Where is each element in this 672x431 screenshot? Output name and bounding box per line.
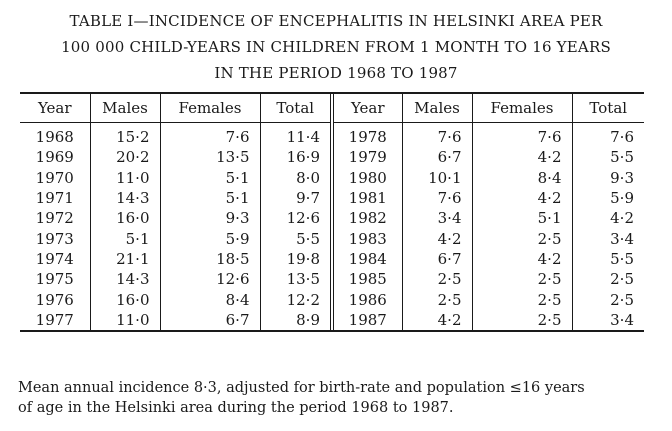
table-cell: 4·2: [402, 228, 472, 248]
footnote-line-2: of age in the Helsinki area during the period 1968 to 1987.: [18, 400, 454, 416]
table-cell: 1984: [332, 249, 402, 269]
incidence-table-wrapper: [20, 92, 644, 332]
table-cell: 1973: [20, 228, 90, 248]
table-cell: 1975: [20, 269, 90, 289]
table-cell: 11·0: [90, 168, 160, 188]
table-cell: 21·1: [90, 249, 160, 269]
table-cell: 6·7: [402, 147, 472, 167]
table-cell: 5·5: [610, 148, 634, 167]
table-cell: 2·5: [402, 269, 472, 289]
table-cell: 16·9: [260, 147, 332, 167]
table-row: [20, 289, 644, 309]
table-cell: 1971: [20, 188, 90, 208]
table-cell: 11·0: [90, 310, 160, 330]
table-cell: 4·2: [610, 209, 634, 228]
table-cell: 5·1: [90, 228, 160, 248]
table-row: [20, 208, 644, 228]
table-row: [20, 188, 644, 208]
table-cell: 3·4: [402, 208, 472, 228]
table-cell: 1986: [332, 289, 402, 309]
table-row: [20, 310, 644, 330]
table-row: [20, 123, 644, 148]
table-cell: 7·6: [472, 123, 572, 148]
table-cell: 3·4: [610, 229, 634, 248]
table-cell: 5·5: [260, 228, 332, 248]
table-cell: 1969: [20, 147, 90, 167]
table-cell: 4·2: [472, 147, 572, 167]
table-cell: 2·5: [472, 269, 572, 289]
table-cell: 1974: [20, 249, 90, 269]
table-cell: 14·3: [90, 269, 160, 289]
table-cell: 4·2: [402, 310, 472, 330]
table-cell: 13·5: [260, 269, 332, 289]
table-cell: 16·0: [90, 208, 160, 228]
table-cell: 5·1: [160, 188, 260, 208]
table-title-line-1: TABLE I—INCIDENCE OF ENCEPHALITIS IN HELSINKI AREA PER: [69, 12, 603, 30]
table-cell: 14·3: [90, 188, 160, 208]
footnote-line-1: Mean annual incidence 8·3, adjusted for birth-rate and population ≤16 years: [18, 380, 585, 396]
column-header: Total: [572, 94, 644, 123]
table-cell: 5·9: [160, 228, 260, 248]
table-cell: 8·4: [472, 168, 572, 188]
column-header: Females: [160, 94, 260, 123]
table-cell: 12·6: [260, 208, 332, 228]
table-body: [20, 123, 644, 330]
column-header: Total: [260, 94, 332, 123]
table-cell: 1978: [332, 123, 402, 148]
table-header-row: [20, 94, 644, 123]
table-cell: 16·0: [90, 289, 160, 309]
table-cell: 10·1: [402, 168, 472, 188]
table-title-line-3: IN THE PERIOD 1968 TO 1987: [214, 64, 458, 82]
table-cell: 12·6: [160, 269, 260, 289]
table-cell: 2·5: [610, 290, 634, 309]
table-row: [20, 228, 644, 248]
table-cell: 1979: [332, 147, 402, 167]
table-cell: 11·4: [260, 123, 332, 148]
table-row: [20, 147, 644, 167]
incidence-table: [20, 94, 644, 330]
table-cell: 8·4: [160, 289, 260, 309]
table-row: [20, 249, 644, 269]
table-cell: 6·7: [402, 249, 472, 269]
table-cell: 1987: [332, 310, 402, 330]
table-cell: 8·9: [260, 310, 332, 330]
table-row: [20, 269, 644, 289]
table-cell: 7·6: [160, 123, 260, 148]
table-cell: 5·9: [610, 189, 634, 208]
table-cell: 18·5: [160, 249, 260, 269]
table-cell: 1985: [332, 269, 402, 289]
table-cell: 1982: [332, 208, 402, 228]
table-cell: 1983: [332, 228, 402, 248]
table-cell: 7·6: [402, 123, 472, 148]
table-cell: 5·1: [472, 208, 572, 228]
table-cell: 6·7: [160, 310, 260, 330]
column-header: Year: [20, 94, 90, 123]
table-cell: 1968: [20, 123, 90, 148]
table-cell: 20·2: [90, 147, 160, 167]
table-cell: 4·2: [472, 249, 572, 269]
table-cell: 5·1: [160, 168, 260, 188]
table-cell: 9·3: [160, 208, 260, 228]
table-cell: 7·6: [610, 128, 634, 147]
table-bottom-rule: [20, 330, 644, 332]
table-row: [20, 168, 644, 188]
table-title-line-2: 100 000 CHILD-YEARS IN CHILDREN FROM 1 MONTH TO 16 YEARS: [61, 38, 611, 56]
table-cell: 1981: [332, 188, 402, 208]
table-cell: 3·4: [610, 310, 634, 329]
table-cell: 1977: [20, 310, 90, 330]
table-cell: 2·5: [610, 270, 634, 289]
table-cell: 2·5: [472, 289, 572, 309]
table-cell: 8·0: [260, 168, 332, 188]
column-header: Year: [332, 94, 402, 123]
column-header: Males: [90, 94, 160, 123]
table-cell: 13·5: [160, 147, 260, 167]
column-header: Females: [472, 94, 572, 123]
table-cell: 2·5: [402, 289, 472, 309]
table-cell: 15·2: [90, 123, 160, 148]
table-title: [0, 8, 672, 86]
table-cell: 2·5: [472, 228, 572, 248]
table-cell: 1972: [20, 208, 90, 228]
column-header: Males: [402, 94, 472, 123]
table-cell: 9·7: [260, 188, 332, 208]
table-cell: 9·3: [610, 168, 634, 187]
table-cell: 7·6: [402, 188, 472, 208]
table-cell: 1980: [332, 168, 402, 188]
table-cell: 4·2: [472, 188, 572, 208]
table-cell: 2·5: [472, 310, 572, 330]
table-cell: 5·5: [610, 249, 634, 268]
table-cell: 19·8: [260, 249, 332, 269]
table-cell: 1976: [20, 289, 90, 309]
table-cell: 1970: [20, 168, 90, 188]
table-footnote: [18, 378, 658, 418]
table-cell: 12·2: [260, 289, 332, 309]
